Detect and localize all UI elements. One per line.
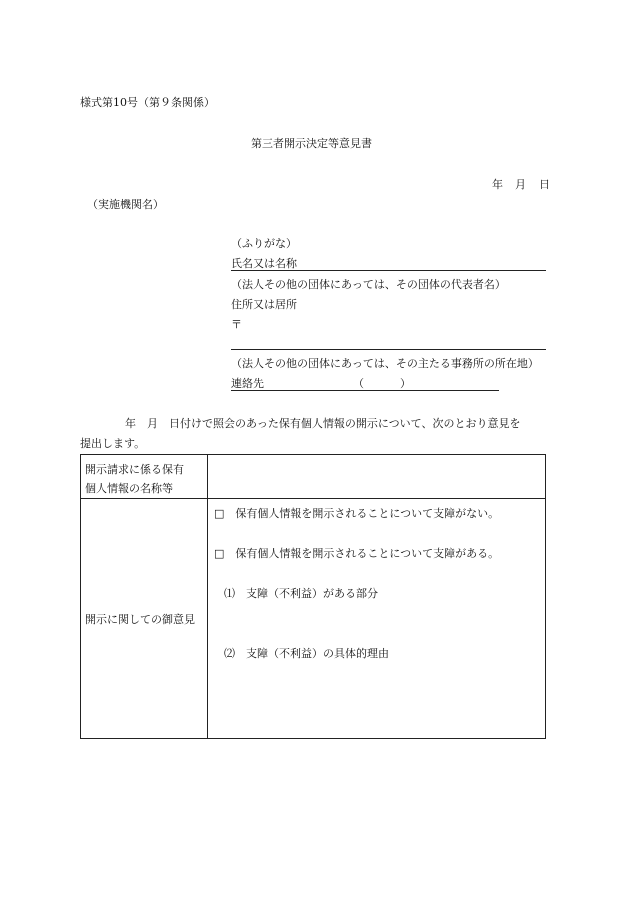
contact-underline — [231, 390, 499, 391]
representative-note: （法人その他の団体にあっては、その団体の代表者名） — [231, 278, 506, 291]
row1-label-cell — [81, 455, 208, 499]
row1-label-line2: 個人情報の名称等 — [85, 482, 173, 495]
document-title: 第三者開示決定等意見書 — [251, 137, 372, 150]
postal-mark: 〒 — [231, 318, 242, 331]
name-underline — [231, 270, 546, 271]
address-underline — [231, 349, 546, 350]
option-no-hindrance[interactable]: □ 保有個人情報を開示されることについて支障がない。 — [214, 507, 500, 520]
name-label: 氏名又は名称 — [231, 257, 297, 270]
row1-value-cell[interactable] — [208, 455, 546, 499]
contact-paren-close: ） — [400, 377, 411, 390]
table-row — [81, 455, 546, 499]
option-hindrance[interactable]: □ 保有個人情報を開示されることについて支障がある。 — [214, 547, 500, 560]
body-text-line1: 年 月 日付けで照会のあった保有個人情報の開示について、次のとおり意見を — [125, 417, 521, 430]
date-year: 年 — [492, 178, 503, 191]
row1-label-line1: 開示請求に係る保有 — [85, 463, 184, 476]
row2-value-cell — [208, 499, 546, 739]
contact-paren-open: （ — [353, 377, 364, 390]
date-month: 月 — [515, 178, 526, 191]
table-row — [81, 499, 546, 739]
form-number: 様式第10号（第９条関係） — [80, 96, 215, 109]
agency-name: （実施機関名） — [87, 198, 164, 211]
sub-item-hindrance-reason: ⑵ 支障（不利益）の具体的理由 — [224, 647, 389, 660]
row2-label: 開示に関しての御意見 — [85, 612, 195, 626]
address-label: 住所又は居所 — [231, 298, 297, 311]
opinion-table — [80, 454, 546, 739]
sub-item-hindrance-part: ⑴ 支障（不利益）がある部分 — [224, 587, 378, 600]
row2-label-cell — [81, 499, 208, 739]
contact-label: 連絡先 — [231, 377, 264, 390]
office-note: （法人その他の団体にあっては、その主たる事務所の所在地） — [231, 357, 539, 370]
furigana-label: （ふりがな） — [231, 237, 297, 250]
body-text-line2: 提出します。 — [80, 437, 146, 450]
date-day: 日 — [539, 178, 550, 191]
